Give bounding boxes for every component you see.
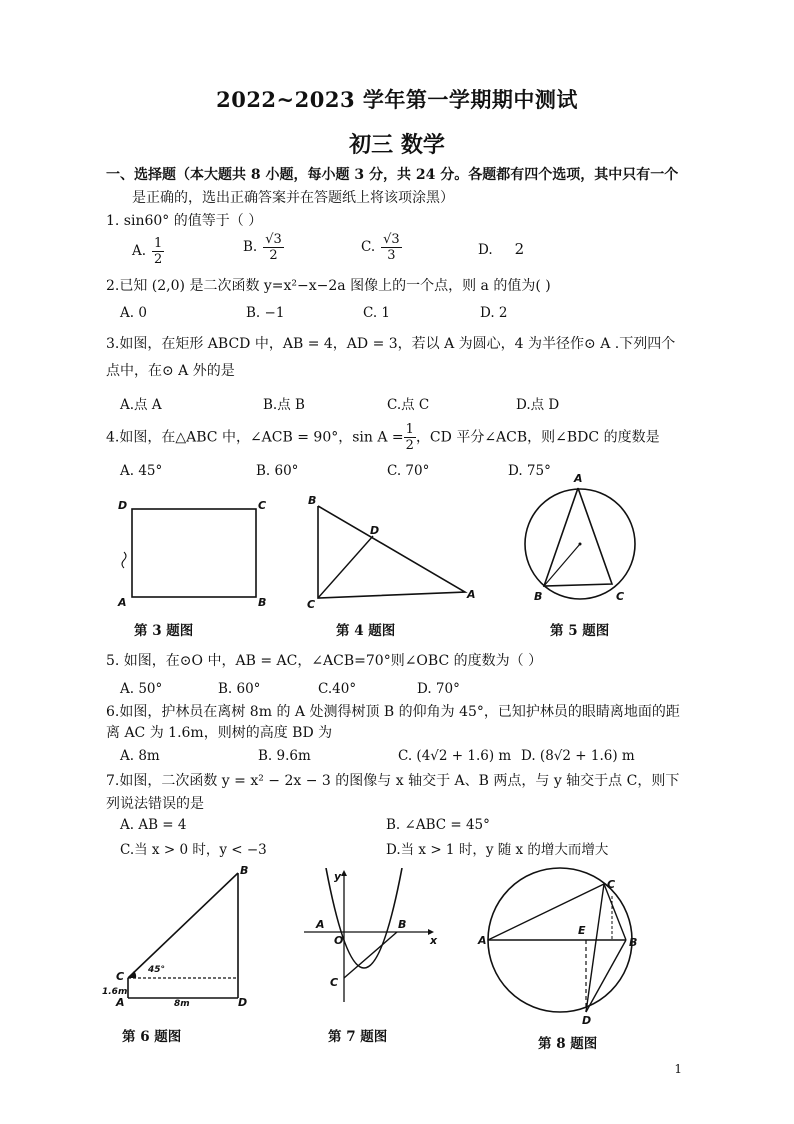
fig7-label-x: x [430,934,438,947]
q5-option-a: A. 50° [120,681,163,697]
q1-option-c: C. $\frac{√3}{3}$ [361,232,400,263]
q5-option-b: B. 60° [218,681,261,697]
q5-stem: 5. 如图，在⊙O 中，AB = AC，∠ACB=70°则∠OBC 的度数为（ ） [106,653,543,669]
q2-option-c: C. 1 [363,305,391,321]
q2-option-b: B. −1 [246,305,285,321]
q1-stem: 1. sin60° 的值等于（ ） [106,213,263,229]
fig7-label-b: B [398,918,407,931]
q7-option-a: A. AB = 4 [120,817,187,833]
q6-option-c: C. (4√2 + 1.6) m [398,748,512,764]
fig4-caption: 第 4 题图 [336,623,396,639]
fig8-label-d: D [582,1014,592,1026]
section-heading-cont: 是正确的，选出正确答案并在答题纸上将该项涂黑） [132,190,454,206]
q4-option-d: D. 75° [508,463,551,479]
q3-stem: 3.如图，在矩形 ABCD 中，AB = 4，AD = 3，若以 A 为圆心，4 为半径作⊙ A .下列四个 [106,336,676,352]
q2-option-d: D. 2 [480,305,508,321]
fig8-label-b: B [629,936,638,949]
q1-option-d: D. 2 [478,240,525,258]
fig5-label-b: B [534,590,543,603]
q3-stem-cont: 点中，在⊙ A 外的是 [106,363,235,379]
figure-4-triangle [300,492,490,612]
fig6-label-angle: 45° [148,965,166,975]
q6-stem-cont: 离 AC 为 1.6m，则树的高度 BD 为 [106,725,333,741]
fig8-caption: 第 8 题图 [538,1036,598,1052]
q7-option-d: D.当 x > 1 时，y 随 x 的增大而增大 [386,842,609,858]
fig8-label-a: A [478,934,487,947]
q2-stem: 2.已知 (2,0) 是二次函数 y=x²−x−2a 图像上的一个点，则 a 的值为( ) [106,278,551,294]
q4-option-a: A. 45° [120,463,163,479]
fig5-label-a: A [574,472,583,485]
fig3-label-a: A [118,596,127,609]
q5-option-d: D. 70° [417,681,460,697]
fig6-label-a: A [116,996,125,1009]
figure-5-circle [520,466,650,616]
fig7-label-a: A [316,918,325,931]
fig7-label-c: C [330,976,339,989]
page-number: 1 [674,1062,682,1076]
fig5-label-c: C [616,590,625,603]
q3-option-a: A.点 A [120,397,162,413]
fig8-label-e: E [578,924,586,937]
fig6-label-dist: 8m [174,999,190,1009]
fig3-caption: 第 3 题图 [134,623,194,639]
figure-7-parabola [298,868,438,1008]
q7-option-c: C.当 x > 0 时，y < −3 [120,842,267,858]
figure-3-rectangle [110,492,280,612]
q3-option-c: C.点 C [387,397,430,413]
fig7-caption: 第 7 题图 [328,1029,388,1045]
fig8-label-c: C [607,878,616,891]
fig4-label-c: C [307,598,316,611]
fig6-label-d: D [238,996,248,1009]
fig4-label-b: B [308,494,317,507]
fig7-label-o: O [334,934,344,947]
q5-option-c: C.40° [318,681,357,697]
q4-stem: 4.如图，在△ABC 中，∠ACB = 90°，sin A = $\frac{1}{2}$ ，CD 平分∠ACB，则∠BDC 的度数是 [106,422,660,453]
q1-option-a: A. $\frac{1}{2}$ [132,236,163,267]
q7-stem: 7.如图，二次函数 y = x² − 2x − 3 的图像与 x 轴交于 A、B 两点，与 y 轴交于点 C，则下 [106,773,680,789]
q4-option-c: C. 70° [387,463,430,479]
fig6-caption: 第 6 题图 [122,1029,182,1045]
q4-option-b: B. 60° [256,463,299,479]
section-heading: 一、选择题（本大题共 8 小题，每小题 3 分，共 24 分。各题都有四个选项，其中只有一个 [106,167,679,183]
fig3-label-c: C [258,499,267,512]
q2-option-a: A. 0 [120,305,147,321]
fig5-caption: 第 5 题图 [550,623,610,639]
fig6-label-b: B [240,864,249,877]
exam-title: 2022~2023 学年第一学期期中测试 [216,87,578,112]
fig3-label-b: B [258,596,267,609]
q6-stem: 6.如图，护林员在离树 8m 的 A 处测得树顶 B 的仰角为 45°，已知护林员的眼睛离地面的距 [106,704,680,720]
q6-option-d: D. (8√2 + 1.6) m [521,748,635,764]
fig4-label-a: A [467,588,476,601]
fig7-label-y: y [334,870,342,883]
fig6-label-height: 1.6m [102,987,128,997]
fig3-label-d: D [118,499,128,512]
figure-8-circle [474,866,654,1026]
q3-option-d: D.点 D [516,397,560,413]
exam-subtitle: 初三 数学 [349,132,445,158]
q3-option-b: B.点 B [263,397,305,413]
fig4-label-d: D [370,524,380,537]
q6-option-a: A. 8m [120,748,160,764]
q7-option-b: B. ∠ABC = 45° [386,817,490,833]
fig6-label-c: C [116,970,125,983]
q7-stem-cont: 列说法错误的是 [106,796,204,812]
q6-option-b: B. 9.6m [258,748,311,764]
figure-6-tree [98,860,268,1010]
q1-option-b: B. $\frac{√3}{2}$ [243,232,282,263]
